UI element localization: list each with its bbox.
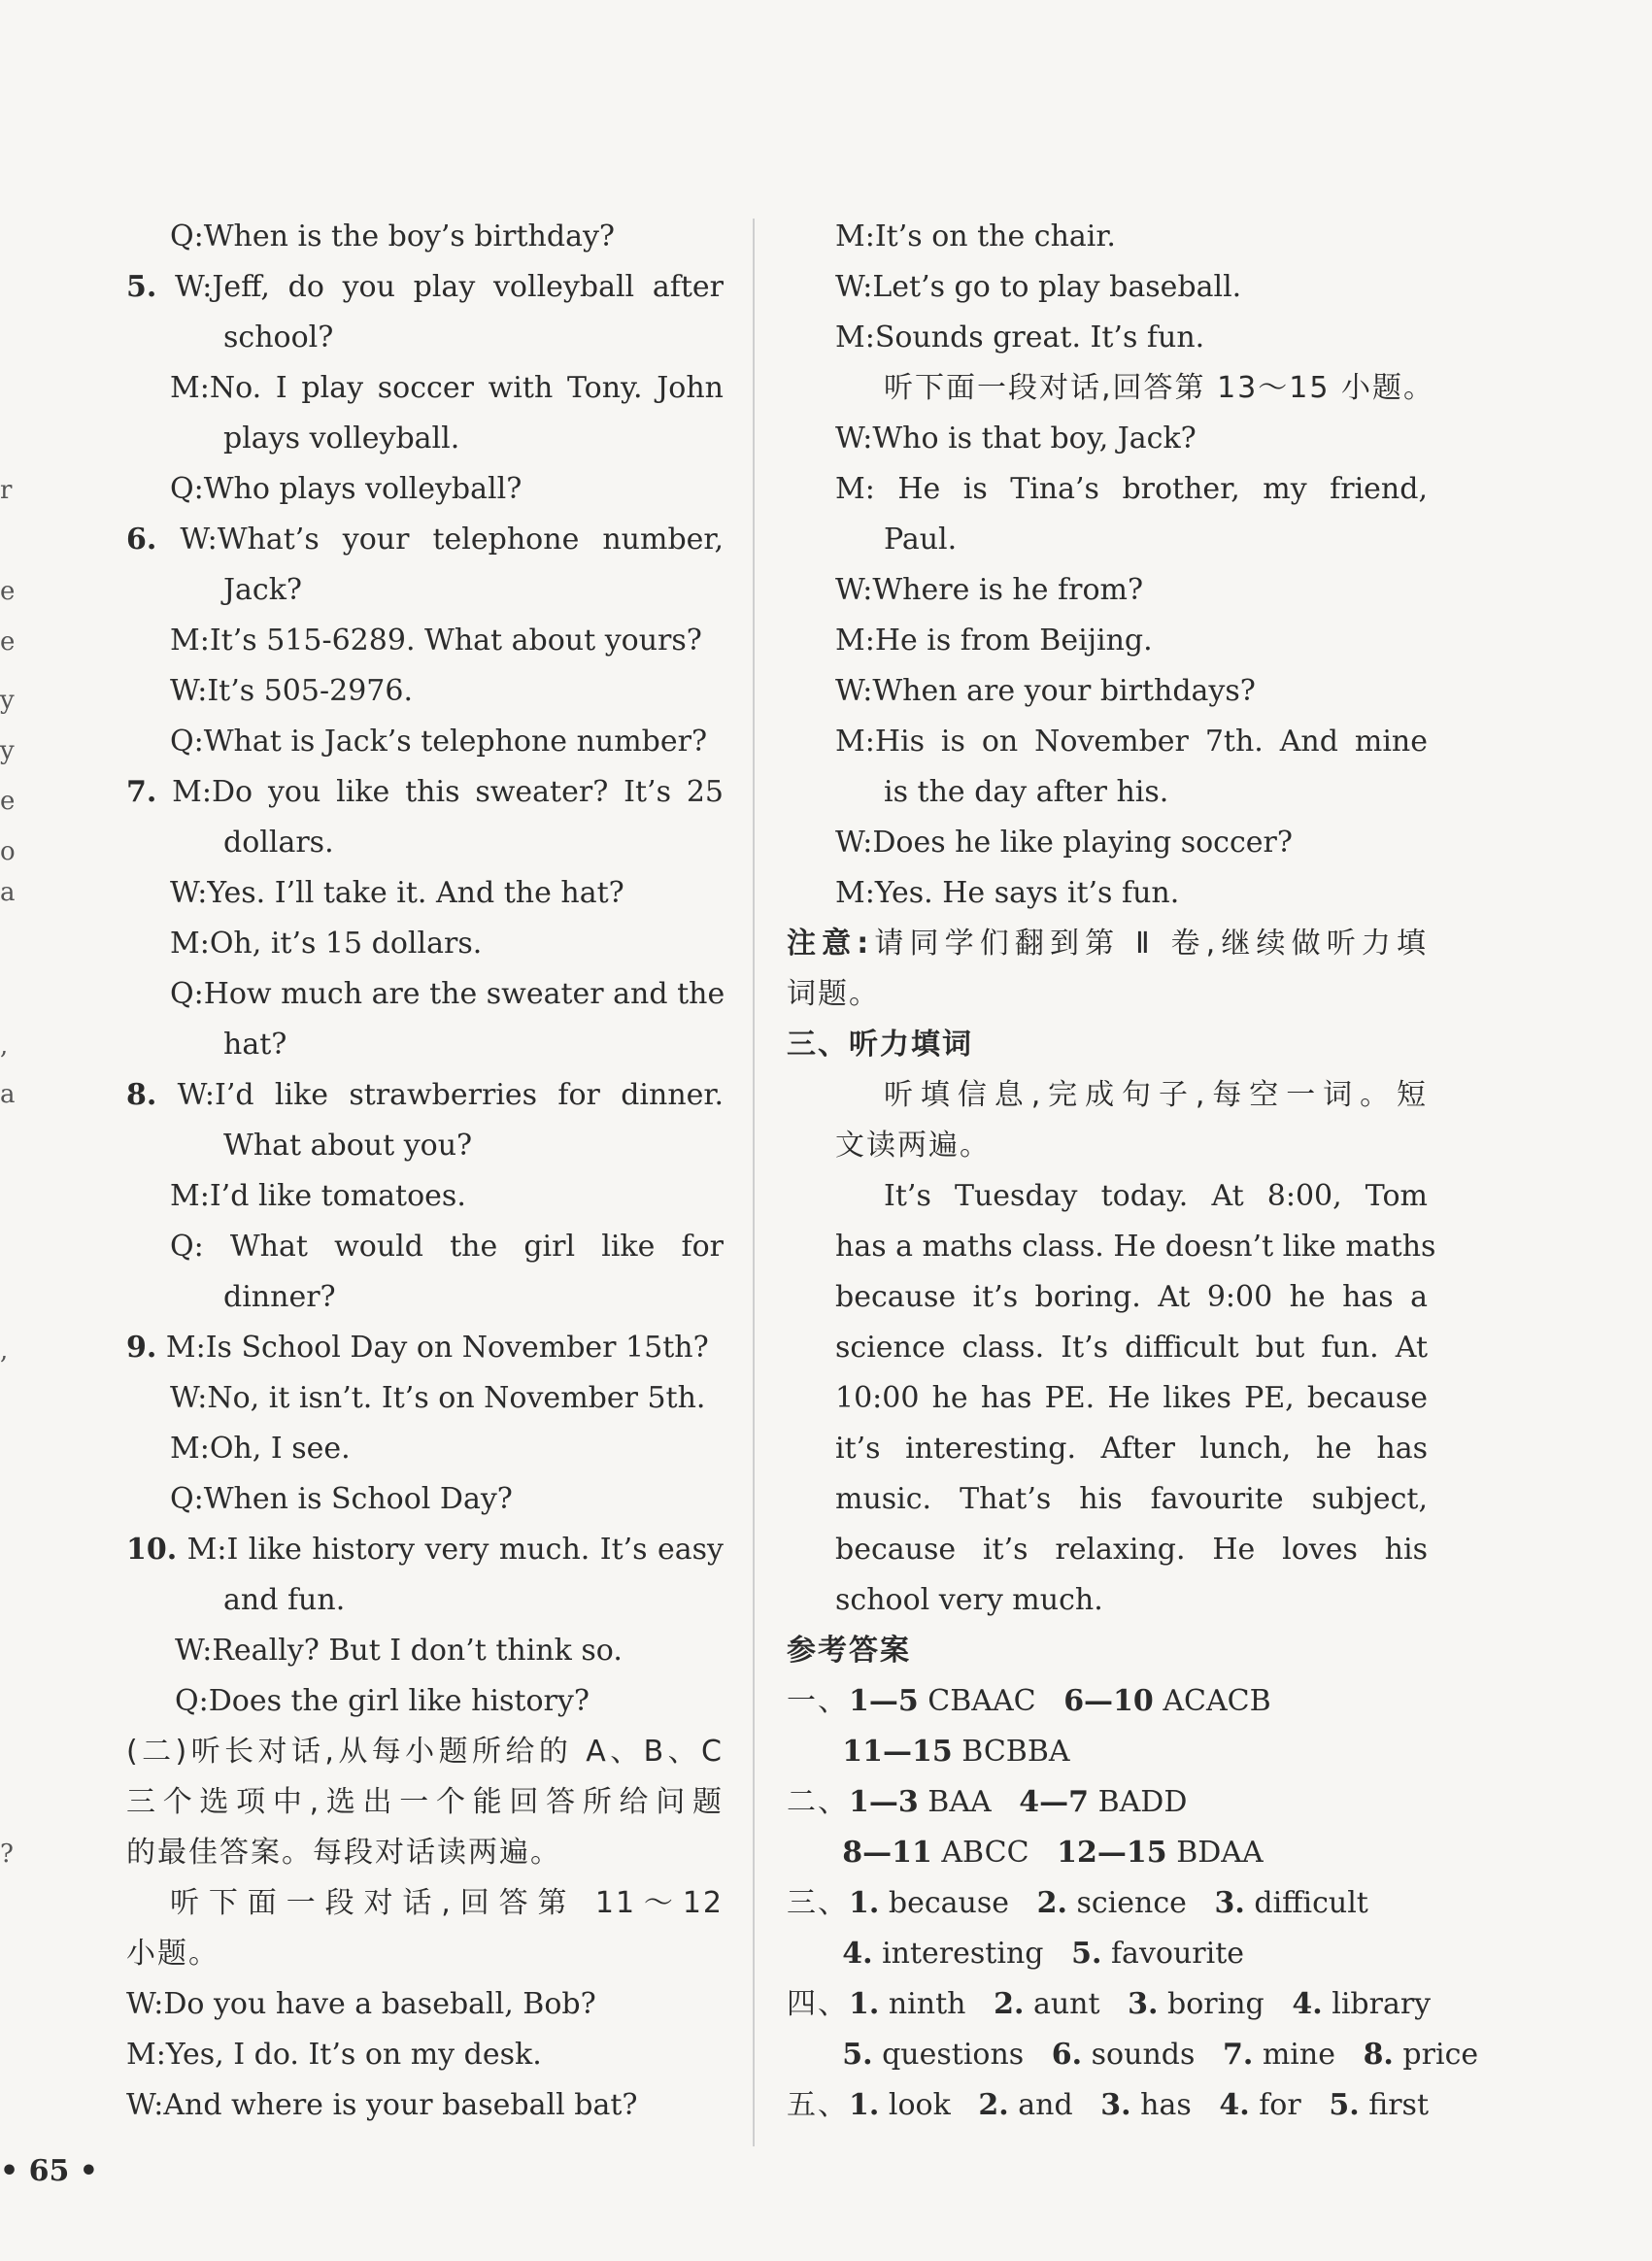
answer-text: library [1322, 1987, 1432, 2021]
edge-fragment: y [0, 686, 15, 715]
answer-text: BAA [918, 1785, 1020, 1819]
left-column [126, 212, 724, 2131]
left-column-line [126, 767, 724, 818]
left-column-line [126, 2080, 724, 2131]
question-number: 8. [126, 1078, 157, 1112]
left-column-text: M:Oh, it’s 15 dollars. [170, 927, 483, 961]
dialogue-text: M:He is from Beijing. [835, 624, 1153, 658]
dialogue-text: W:Where is he from? [835, 573, 1144, 607]
answer-text: look [879, 2088, 979, 2122]
edge-fragment: y [0, 736, 15, 765]
left-column-text: What about you? [223, 1129, 473, 1163]
passage-text: school very much. [835, 1583, 1103, 1617]
left-column-text: M:Yes, I do. It’s on my desk. [126, 2038, 542, 2072]
edge-fragment: a [0, 878, 16, 907]
note-line-2: 词题。 [787, 977, 880, 1011]
left-column-text: M:No. I play soccer with Tony. John [170, 371, 724, 405]
passage-line [787, 1222, 1436, 1272]
passage-line [787, 1525, 1428, 1575]
left-column-text: 小题。 [126, 1937, 219, 1971]
dialogue-line [787, 414, 1428, 464]
question-number: 9. [126, 1331, 157, 1365]
left-column-text: Q:Who plays volleyball? [170, 472, 523, 506]
passage-line [787, 1424, 1428, 1474]
left-column-text: 三个选项中,选出一个能回答所给问题 [126, 1785, 724, 1819]
answer-range: 6. [1051, 2038, 1083, 2072]
answer-range: 11—15 [842, 1735, 953, 1769]
left-column-text: (二)听长对话,从每小题所给的 A、B、C [126, 1735, 724, 1769]
left-column-text: W:And where is your baseball bat? [126, 2088, 638, 2122]
answer-text: mine [1253, 2038, 1364, 2072]
answer-text: BADD [1089, 1785, 1188, 1819]
left-column-line [126, 1727, 724, 1777]
edge-fragment: a [0, 1080, 16, 1109]
answer-range: 3. [1214, 1886, 1245, 1920]
dialogue-text: W:Who is that boy, Jack? [835, 422, 1197, 456]
dialogue-text: M:Sounds great. It’s fun. [835, 321, 1205, 354]
left-column-line [126, 868, 724, 919]
left-column-text: Q:How much are the sweater and the [170, 977, 725, 1011]
answer-range: 6—10 [1063, 1684, 1154, 1718]
dialogue-line [787, 616, 1428, 666]
left-column-line [126, 1777, 724, 1828]
answer-range: 5. [1071, 1937, 1102, 1971]
passage-text: because it’s boring. At 9:00 he has a [835, 1280, 1428, 1314]
answer-text [787, 1735, 842, 1769]
left-column-line [126, 1878, 724, 1929]
left-column-line [126, 1474, 724, 1525]
left-column-text: and fun. [223, 1583, 346, 1617]
left-column-text: Q:When is the boy’s birthday? [170, 219, 615, 253]
passage-text: has a maths class. He doesn’t like maths [835, 1230, 1436, 1264]
answer-range: 5. [1329, 2088, 1360, 2122]
answers-heading: 参考答案 [787, 1634, 911, 1668]
left-column-text: Q:Does the girl like history? [175, 1684, 590, 1718]
answer-line [787, 2080, 1428, 2131]
left-column-line [126, 565, 724, 616]
passage-text: It’s Tuesday today. At 8:00, Tom [884, 1179, 1428, 1213]
left-column-text: W:No, it isn’t. It’s on November 5th. [170, 1381, 706, 1415]
left-column-text: Q: What would the girl like for [170, 1230, 724, 1264]
passage-line [787, 1171, 1428, 1222]
answer-text: 四、 [787, 1987, 849, 2021]
answer-range: 4. [1292, 1987, 1323, 2021]
left-column-text: school? [223, 321, 334, 354]
left-column-line [126, 1525, 724, 1575]
answer-text: 二、 [787, 1785, 849, 1819]
passage-line [787, 1323, 1428, 1373]
passage-text: science class. It’s difficult but fun. At [835, 1331, 1428, 1365]
answer-range: 1. [849, 2088, 880, 2122]
answer-key [787, 1676, 1479, 2131]
answer-range: 4. [842, 1937, 873, 1971]
listening-passage [787, 1171, 1436, 1626]
dialogue-line [787, 666, 1428, 717]
answer-line [787, 1878, 1428, 1929]
left-column-line [126, 1575, 724, 1626]
answer-range: 8—11 [842, 1836, 932, 1870]
dialogue-text: M:It’s on the chair. [835, 219, 1116, 253]
answer-text: 五、 [787, 2088, 849, 2122]
left-column-text: W:It’s 505-2976. [170, 674, 413, 708]
answer-text: 一、 [787, 1684, 849, 1718]
left-column-line [126, 1676, 724, 1727]
left-column-text: Q:When is School Day? [170, 1482, 513, 1516]
dialogue-line [787, 515, 1428, 565]
left-column-line [126, 1323, 724, 1373]
dialogue-line [787, 868, 1428, 919]
left-column-line [126, 313, 724, 363]
answer-line [787, 1929, 1428, 1979]
dialogue-text: W:When are your birthdays? [835, 674, 1256, 708]
dialogue-text: W:Does he like playing soccer? [835, 826, 1293, 860]
dialogue-line [787, 818, 1428, 868]
question-number: 6. [126, 523, 157, 557]
left-column-line [126, 1121, 724, 1171]
left-column-text: W:Do you have a baseball, Bob? [126, 1987, 596, 2021]
left-column-line [126, 515, 724, 565]
answer-text: ninth [879, 1987, 995, 2021]
left-column-line [126, 1373, 724, 1424]
left-column-text: plays volleyball. [223, 422, 460, 456]
left-column-text: 听下面一段对话,回答第 11～12 [170, 1886, 724, 1920]
answer-range: 12—15 [1057, 1836, 1167, 1870]
answer-range: 7. [1222, 2038, 1254, 2072]
question-number: 5. [126, 270, 157, 304]
dialogue-line [787, 363, 1434, 414]
left-column-line [126, 2030, 724, 2080]
right-column [787, 212, 1479, 2131]
answer-range: 3. [1100, 2088, 1131, 2122]
answer-text: favourite [1101, 1937, 1245, 1971]
passage-text: 10:00 he has PE. He likes PE, because [835, 1381, 1428, 1415]
passage-line [787, 1272, 1428, 1323]
left-column-line [126, 1979, 724, 2030]
answer-text [787, 2038, 842, 2072]
left-column-line [126, 1070, 724, 1121]
answer-range: 2. [978, 2088, 1009, 2122]
left-column-line [126, 717, 724, 767]
answer-text: difficult [1244, 1886, 1368, 1920]
dialogue-text: is the day after his. [884, 775, 1169, 809]
answer-line [787, 1979, 1432, 2030]
left-column-line [126, 1171, 724, 1222]
left-column-text: W:Yes. I’ll take it. And the hat? [170, 876, 624, 910]
left-column-text: M:Oh, I see. [170, 1432, 351, 1466]
answer-text: BCBBA [952, 1735, 1070, 1769]
answer-text [787, 1937, 842, 1971]
answer-text: aunt [1024, 1987, 1129, 2021]
dialogue-line [787, 464, 1428, 515]
question-number: 7. [126, 775, 157, 809]
left-column-text: dinner? [223, 1280, 336, 1314]
column-divider [753, 219, 755, 2146]
answer-text: and [1008, 2088, 1101, 2122]
answer-range: 5. [842, 2038, 873, 2072]
left-column-line [126, 464, 724, 515]
answer-text: has [1130, 2088, 1220, 2122]
dialogue-text: M: He is Tina’s brother, my friend, [835, 472, 1428, 506]
dialogue-line [787, 767, 1428, 818]
answer-text: ABCC [931, 1836, 1058, 1870]
dialogue-line [787, 262, 1428, 313]
answer-text: because [879, 1886, 1037, 1920]
edge-fragment: , [0, 1336, 9, 1366]
answer-text: for [1249, 2088, 1330, 2122]
answer-line [787, 1676, 1428, 1727]
left-column-line [126, 1272, 724, 1323]
left-column-line [126, 1424, 724, 1474]
left-column-text: W:What’s your telephone number, [156, 523, 724, 557]
answer-text: boring [1158, 1987, 1293, 2021]
answer-range: 1—5 [849, 1684, 919, 1718]
answer-range: 2. [1036, 1886, 1067, 1920]
dialogue-line [787, 212, 1428, 262]
left-column-text: M:I’d like tomatoes. [170, 1179, 466, 1213]
left-column-line [126, 969, 724, 1020]
dialogue-text: Paul. [884, 523, 958, 557]
answer-range: 1—3 [849, 1785, 919, 1819]
left-column-line [126, 363, 724, 414]
left-column-line [126, 1222, 724, 1272]
passage-text: because it’s relaxing. He loves his [835, 1533, 1428, 1567]
left-column-text: Jack? [223, 573, 302, 607]
answer-range: 3. [1128, 1987, 1159, 2021]
dialogue-line [787, 717, 1428, 767]
answer-text: interesting [872, 1937, 1072, 1971]
dialogue-text: M:His is on November 7th. And mine [835, 725, 1428, 759]
section-3-instruction-2: 文读两遍。 [835, 1129, 991, 1163]
passage-line [787, 1575, 1428, 1626]
answer-range: 1. [849, 1987, 880, 2021]
left-column-text: M:Do you like this sweater? It’s 25 [156, 775, 724, 809]
section-3-heading: 三、听力填词 [787, 1028, 973, 1062]
left-column-text: hat? [223, 1028, 287, 1062]
answer-line [787, 1777, 1428, 1828]
edge-fragment: e [0, 577, 16, 606]
dialogue-text: 听下面一段对话,回答第 13～15 小题。 [884, 371, 1434, 405]
left-column-line [126, 1929, 724, 1979]
answer-range: 8. [1363, 2038, 1394, 2072]
dialogue-line [787, 313, 1428, 363]
left-column-line [126, 919, 724, 969]
answer-text: CBAAC [918, 1684, 1064, 1718]
answer-text: ACACB [1153, 1684, 1271, 1718]
section-3-instruction-1: 听填信息,完成句子,每空一词。短 [884, 1078, 1428, 1112]
dialogue-line [787, 565, 1428, 616]
answer-line [787, 1727, 1428, 1777]
answer-text: first [1359, 2088, 1429, 2122]
answer-text: sounds [1082, 2038, 1223, 2072]
edge-fragment: ? [0, 1839, 14, 1869]
left-column-line [126, 616, 724, 666]
dialogue-text: W:Let’s go to play baseball. [835, 270, 1242, 304]
left-column-text: W:Really? But I don’t think so. [175, 1634, 623, 1668]
answer-text: science [1066, 1886, 1215, 1920]
left-column-line [126, 212, 724, 262]
left-column-text: W:Jeff, do you play volleyball after [156, 270, 724, 304]
answer-text: questions [872, 2038, 1052, 2072]
edge-fragment: e [0, 787, 16, 816]
left-column-line [126, 1828, 724, 1878]
answer-text: 三、 [787, 1886, 849, 1920]
left-column-line [126, 818, 724, 868]
question-number: 10. [126, 1533, 178, 1567]
answer-text: price [1393, 2038, 1479, 2072]
passage-line [787, 1474, 1428, 1525]
answer-range: 4—7 [1019, 1785, 1090, 1819]
answer-range: 2. [994, 1987, 1025, 2021]
edge-fragment: o [0, 837, 16, 866]
left-column-line [126, 414, 724, 464]
left-column-text: M:It’s 515-6289. What about yours? [170, 624, 702, 658]
passage-text: it’s interesting. After lunch, he has [835, 1432, 1428, 1466]
note-line-1: 注意:请同学们翻到第 Ⅱ 卷,继续做听力填 [787, 927, 1429, 961]
passage-line [787, 1373, 1428, 1424]
answer-line [787, 1828, 1428, 1878]
answer-range: 4. [1219, 2088, 1250, 2122]
left-column-line [126, 1626, 724, 1676]
dialogue-text: M:Yes. He says it’s fun. [835, 876, 1180, 910]
left-column-line [126, 262, 724, 313]
dialogue-continued [787, 212, 1434, 919]
left-column-line [126, 1020, 724, 1070]
answer-text: BDAA [1166, 1836, 1264, 1870]
edge-fragment: , [0, 1031, 9, 1061]
left-column-text: dollars. [223, 826, 334, 860]
answer-range: 1. [849, 1886, 880, 1920]
left-column-text: W:I’d like strawberries for dinner. [156, 1078, 724, 1112]
passage-text: music. That’s his favourite subject, [835, 1482, 1428, 1516]
page-number: • 65 • [0, 2154, 98, 2188]
note-label: 注意: [787, 927, 871, 961]
left-column-text: Q:What is Jack’s telephone number? [170, 725, 708, 759]
left-column-line [126, 666, 724, 717]
answer-line [787, 2030, 1479, 2080]
edge-fragment: e [0, 627, 16, 657]
left-column-text: 的最佳答案。每段对话读两遍。 [126, 1836, 561, 1870]
left-column-text: M:Is School Day on November 15th? [156, 1331, 709, 1365]
left-column-text: M:I like history very much. It’s easy [177, 1533, 724, 1567]
edge-fragment: r [0, 476, 13, 505]
answer-text [787, 1836, 842, 1870]
